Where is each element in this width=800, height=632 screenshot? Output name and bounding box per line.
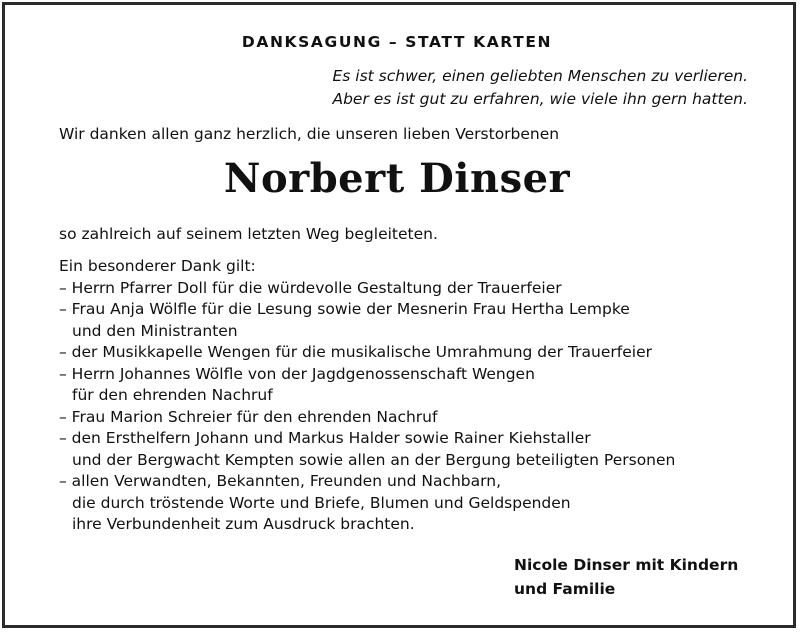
thanks-line: für den ehrenden Nachruf bbox=[72, 386, 273, 404]
signature-block bbox=[514, 553, 738, 601]
quote-line: Aber es ist gut zu erfahren, wie viele ihn gern hatten. bbox=[332, 90, 748, 108]
deceased-name: Norbert Dinser bbox=[223, 155, 571, 202]
quote-line: Es ist schwer, einen geliebten Menschen zu verlieren. bbox=[332, 67, 748, 85]
signature-line: und Familie bbox=[514, 580, 616, 598]
thanks-line: und der Bergwacht Kempten sowie allen an der Bergung beteiligten Personen bbox=[72, 450, 676, 469]
quote-block bbox=[332, 65, 748, 111]
thanks-line: – Frau Marion Schreier für den ehrenden Nachruf bbox=[59, 407, 438, 426]
signature-line: Nicole Dinser mit Kindern bbox=[514, 556, 739, 574]
thanks-line: – allen Verwandten, Bekannten, Freunden und Nachbarn, bbox=[59, 472, 501, 490]
thanks-line: ihre Verbundenheit zum Ausdruck brachten. bbox=[72, 515, 415, 533]
intro-text: Wir danken allen ganz herzlich, die unseren lieben Verstorbenen bbox=[59, 125, 560, 143]
thanks-line: die durch tröstende Worte und Briefe, Blumen und Geldspenden bbox=[72, 493, 571, 512]
thanks-title: Ein besonderer Dank gilt: bbox=[59, 257, 256, 275]
thanks-line: – Herrn Pfarrer Doll für die würdevolle Gestaltung der Trauerfeier bbox=[59, 278, 562, 297]
thanks-list bbox=[59, 256, 675, 536]
thanks-line: – Herrn Johannes Wölfle von der Jagdgenossenschaft Wengen bbox=[59, 364, 535, 383]
thanks-line: – den Ersthelfern Johann und Markus Halder sowie Rainer Kiehstaller bbox=[59, 429, 591, 447]
thanks-line: – der Musikkapelle Wengen für die musikalische Umrahmung der Trauerfeier bbox=[59, 343, 652, 361]
notice-heading: DANKSAGUNG – STATT KARTEN bbox=[241, 33, 553, 51]
after-name-text: so zahlreich auf seinem letzten Weg begleiteten. bbox=[59, 225, 438, 243]
thanks-line: – Frau Anja Wölfle für die Lesung sowie der Mesnerin Frau Hertha Lempke bbox=[59, 300, 630, 318]
thanks-line: und den Ministranten bbox=[72, 321, 238, 340]
